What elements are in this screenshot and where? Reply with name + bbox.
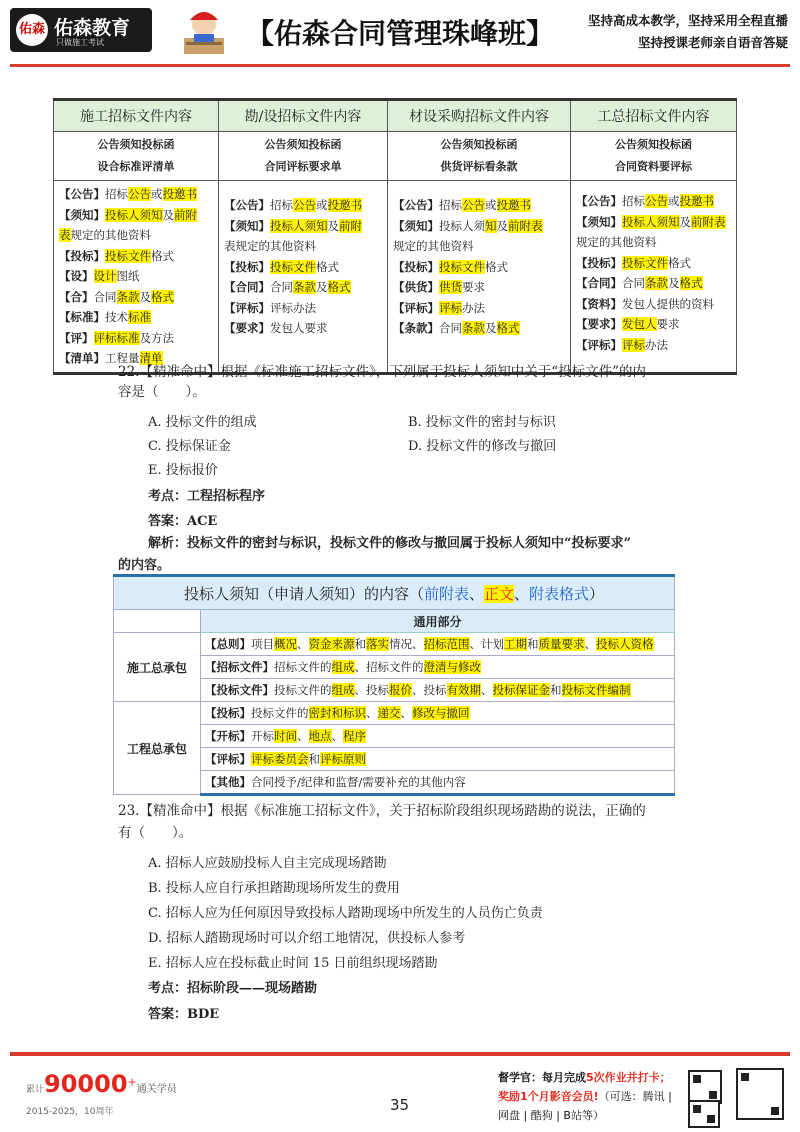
list-item: 【投标】投标文件格式 [59,248,174,263]
q22-stem [118,362,718,402]
q23-option-c: C. 招标人应为任何原因导致投标人踏勘现场中所发生的人员伤亡负责 [148,906,543,921]
list-item: 【公告】招标公告或投邀书 [224,198,362,212]
tender-docs-table [53,98,737,375]
q22-stem-line-1: 22.【精准命中】根据《标准施工招标文件》，下列属于投标人须知中关于“投标文件”的内 [118,364,647,380]
row-evaluation: 【评标】评标委员会和评标原则 [201,748,675,771]
summary-line: 公告须知投标函 [264,138,342,151]
list-item: 【合同】合同条款及格式 [576,276,703,290]
promo-part: 督学官：每月完成 [498,1071,586,1084]
summary-cell [219,132,388,181]
list-item: 【合】合同条款及格式 [59,289,174,304]
items-row [54,181,737,374]
table-row [114,633,675,656]
row-opening: 【开标】开标时间、地点、程序 [201,725,675,748]
q22-stem-line-2: 容是（ ）。 [118,384,206,400]
qr-code-icon [688,1070,722,1104]
summary-line: 公告须知投标函 [440,138,518,151]
column-header: 勘/设招标文件内容 [219,100,388,132]
list-item: 【资料】发包人提供的资料 [576,296,714,311]
epc-contract-label: 工程总承包 [114,702,201,795]
summary-cell [388,132,571,181]
list-item: 【投标】投标文件格式 [393,259,508,274]
stat-years: 2015-2025，10周年 [26,1107,114,1117]
footer-divider [10,1052,790,1056]
stat-suffix: 通关学员 [136,1084,177,1095]
q22-explanation [118,533,718,577]
q22-expl-line-1: 解析：投标文件的密封与标识，投标文件的修改与撤回属于投标人须知中“投标要求” [148,536,631,551]
list-item: 【须知】投标人须知及前附 表规定的其他资料 [224,218,362,253]
column-header: 材设采购招标文件内容 [388,100,571,132]
q23-option-e: E. 招标人应在投标截止时间 15 日前组织现场踏勘 [148,956,438,971]
row-tender-docs: 【招标文件】招标文件的组成、招标文件的澄清与修改 [201,656,675,679]
summary-line: 供货评标看条款 [440,160,518,173]
list-item: 【供货】供货要求 [393,280,485,294]
promo-part: 奖励1个月影音会员! [498,1090,599,1103]
row-bidding: 【投标】投标文件的密封和标识、递交、修改与撤回 [201,702,675,725]
list-item: 【公告】招标公告或投邀书 [59,187,197,201]
q23-option-d: D. 招标人踏勘现场时可以介绍工地情况，供投标人参考 [148,931,466,946]
summary-cell [571,132,737,181]
epc-items [571,181,737,374]
stat-prefix: 累计 [26,1085,45,1095]
survey-design-items [219,181,388,374]
q22-option-e: E. 投标报价 [148,463,218,478]
row-general: 【总则】项目概况、资金来源和落实情况、招标范围、计划工期和质量要求、投标人资格 [201,633,675,656]
list-item: 【公告】招标公告或投邀书 [576,194,714,208]
mascot-illustration [176,4,232,58]
summary-line: 公告须知投标函 [615,138,692,151]
list-item: 【投标】投标文件格式 [224,259,339,274]
header-slogan [588,10,788,54]
list-item: 【投标】投标文件格式 [576,255,691,270]
list-item: 【评标】评标办法 [393,300,485,315]
list-item: 【须知】投标人须知及前附表 规定的其他资料 [393,218,543,253]
column-header: 施工招标文件内容 [54,100,219,132]
list-item: 【须知】投标人须知及前附表 规定的其他资料 [576,214,726,249]
construction-contract-label: 施工总承包 [114,633,201,702]
slogan-line-1: 坚持高成本教学，坚持采用全程直播 [587,13,788,28]
student-stat [26,1070,177,1098]
logo-name: 佑森教育 [54,17,131,39]
table-caption: 投标人须知（申请人须知）的内容（前附表、正文、附表格式） [114,576,675,610]
table-header-row [54,100,737,132]
q23-option-b: B. 投标人应自行承担踏勘现场所发生的费用 [148,881,400,896]
list-item: 【公告】招标公告或投邀书 [393,198,531,212]
promo-text [498,1068,682,1125]
q23-stem-line-1: 23.【精准命中】根据《标准施工招标文件》，关于招标阶段组织现场踏勘的说法，正确的 [118,803,646,819]
q22-option-d: D. 投标文件的修改与撤回 [408,439,557,454]
list-item: 【要求】发包人要求 [576,317,680,331]
promo-part: 5次作业并打卡； [586,1071,671,1084]
qr-code-icon [736,1068,784,1120]
general-part-header: 通用部分 [201,610,675,633]
promo-part: （可选：腾讯 | 网盘 | 酷狗 | B站等） [498,1090,672,1122]
q23-stem [118,800,718,844]
column-header: 工总招标文件内容 [571,100,737,132]
summary-line: 合同评标要求单 [264,160,342,173]
logo-subtitle: 只做施工考试 [56,38,104,47]
materials-items [388,181,571,374]
list-item: 【设】设计图纸 [59,269,140,283]
summary-cell [54,132,219,181]
stat-number: 90000 [44,1070,128,1098]
summary-line: 公告须知投标函 [97,138,175,151]
list-item: 【评】评标标准及方法 [59,330,174,345]
page-header [0,0,800,62]
list-item: 【要求】发包人要求 [224,321,328,335]
list-item: 【清单】工程量清单 [59,351,163,365]
q22-answer: 答案：ACE [148,514,218,529]
summary-row [54,132,737,181]
q23-point: 考点：招标阶段——现场踏勘 [148,981,318,996]
q22-point: 考点：工程招标程序 [148,489,266,504]
list-item: 【须知】投标人须知及前附 表规定的其他资料 [59,207,197,242]
q22-option-c: C. 投标保证金 [148,439,231,454]
slogan-line-2: 坚持授课老师亲自语音答疑 [637,35,788,50]
row-other: 【其他】合同授予/纪律和监督/需要补充的其他内容 [201,771,675,795]
table-row [114,702,675,725]
list-item: 【合同】合同条款及格式 [224,280,351,294]
q22-option-b: B. 投标文件的密封与标识 [408,415,556,430]
header-divider [10,64,790,67]
q23-option-a: A. 招标人应鼓励投标人自主完成现场踏勘 [148,856,387,871]
logo-mark: 佑森 [16,14,48,46]
brand-logo [10,8,152,52]
bidder-instructions-table [113,574,675,796]
summary-line: 合同资料要评标 [615,160,692,173]
q23-answer: 答案：BDE [148,1007,220,1022]
page-number: 35 [390,1096,410,1114]
subheader-row [114,610,675,633]
q22-option-a: A. 投标文件的组成 [148,415,257,430]
corner-cell [114,610,201,633]
construction-items [54,181,219,374]
summary-line: 设合标准评清单 [97,160,175,173]
list-item: 【标准】技术标准 [59,310,151,324]
list-item: 【评标】评标办法 [224,300,316,315]
qr-code-icon [688,1100,720,1128]
q22-expl-line-2: 的内容。 [118,558,171,573]
stat-plus: + [127,1075,137,1089]
q23-stem-line-2: 有（ ）。 [118,825,193,841]
caption-row [114,576,675,610]
row-bid-docs: 【投标文件】投标文件的组成、投标报价、投标有效期、投标保证金和投标文件编制 [201,679,675,702]
list-item: 【条款】合同条款及格式 [393,321,520,335]
course-title: 【佑森合同管理珠峰班】 [246,17,555,50]
list-item: 【评标】评标办法 [576,337,668,352]
